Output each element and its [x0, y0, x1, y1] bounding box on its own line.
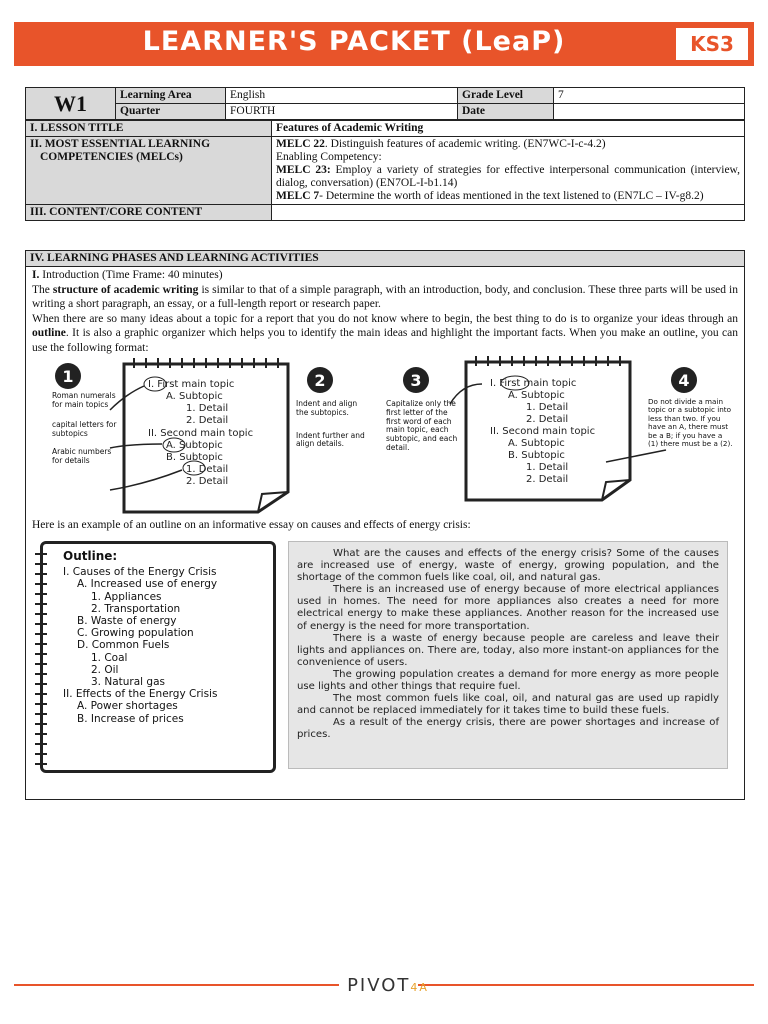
note-indent-further: Indent further and align details. [296, 430, 365, 449]
right-pad-line-3: 1. Detail [526, 402, 569, 413]
step-4-number: 4 [678, 371, 690, 390]
enabling-label: Enabling Competency: [276, 151, 382, 163]
step-2-number: 2 [314, 371, 326, 390]
right-pad-line-5: II. Second main topic [490, 426, 596, 437]
outline-line: B. Waste of energy [77, 615, 177, 628]
intro-text: Introduction (Time Frame: 40 minutes) [39, 269, 223, 281]
outline-line: A. Power shortages [77, 700, 178, 713]
pivot-logo [0, 975, 768, 996]
date-label: Date [458, 104, 554, 120]
left-pad-line-7: B. Subtopic [166, 452, 223, 463]
example-intro: Here is an example of an outline on an informative essay on causes and effects of energy crisis: [32, 519, 471, 531]
essay-box [288, 541, 728, 769]
outline-line: D. Common Fuels [77, 639, 170, 652]
left-pad-line-9: 2. Detail [186, 476, 229, 487]
outline-line: 2. Oil [91, 663, 119, 676]
note-indent: Indent and align the subtopics. [296, 400, 358, 417]
p1-text-b: is similar to that of a simple paragraph, with an introduction, body, and conclusion. These three parts will be used in writing a short paragraph, an essay, or a full-length report or research paper. [32, 283, 738, 310]
quarter-label: Quarter [116, 104, 226, 120]
outline-format-diagram [26, 354, 744, 514]
melc23-text: Employ a variety of strategies for effective interpersonal communication (interview, dialog, conversation) (EN7OL-I-b1.14) [276, 164, 740, 189]
outline-line: I. Causes of the Energy Crisis [63, 566, 217, 579]
lesson-title-label: I. LESSON TITLE [26, 121, 272, 137]
outline-notebook [40, 541, 276, 773]
essay-paragraph: What are the causes and effects of the energy crisis? Some of the causes are increased use of energy, waste of energy, growing population, and the shortage of the common fuels like coal, oil, and natural gas. [297, 548, 719, 584]
note-capital: capital letters for subtopics [52, 420, 117, 438]
melc7-code: MELC 7 [276, 190, 320, 202]
left-pad-line-1: I. First main topic [148, 379, 235, 390]
left-pad-line-2: A. Subtopic [166, 391, 223, 402]
grade-level-label: Grade Level [458, 88, 554, 104]
outline-line: B. Increase of prices [77, 712, 184, 725]
lesson-title: Features of Academic Writing [272, 121, 745, 137]
melc-list [272, 137, 745, 205]
right-pad-line-4: 2. Detail [526, 414, 569, 425]
melc7-text: - Determine the worth of ideas mentioned in the text listened to (EN7LC – IV-g8.2) [319, 190, 704, 202]
note-divide: Do not divide a main topic or a subtopic into less than two. If you have an A, there must be a B; if you have a (1) there must be a (2). [648, 398, 733, 449]
header-table [25, 87, 745, 120]
step-1-notes [52, 392, 122, 512]
paragraph-2 [26, 312, 744, 356]
learning-phases-section [25, 250, 745, 800]
outline-line: 3. Natural gas [91, 676, 165, 689]
melc22-code: MELC 22 [276, 138, 325, 150]
content-value [272, 205, 745, 221]
pivot-text: PIVOT [339, 975, 418, 996]
right-pad-line-2: A. Subtopic [508, 390, 565, 401]
left-pad-line-8: 1. Detail [186, 464, 229, 475]
left-pad-line-4: 2. Detail [186, 415, 229, 426]
week-label: W1 [26, 88, 116, 120]
step-2-badge [307, 367, 333, 393]
quarter-value: FOURTH [226, 104, 458, 120]
grade-level-value: 7 [554, 88, 745, 104]
outline-line: 1. Appliances [91, 590, 162, 603]
step-1-number: 1 [62, 367, 74, 386]
step-4-notes [648, 398, 734, 508]
intro-line [26, 267, 744, 283]
step-3-number: 3 [410, 371, 422, 390]
melc22-text: . Distinguish features of academic writing. (EN7WC-I-c-4.2) [324, 138, 606, 150]
left-notepad [110, 358, 288, 512]
p2-text-a: When there are so many ideas about a topic for a report that you do not know where to begin, the best thing to do is to organize your ideas through an [32, 312, 738, 325]
intro-number: I. [32, 269, 40, 281]
left-pad-line-6: A. Subtopic [166, 440, 223, 451]
right-notepad [450, 356, 666, 500]
note-arabic: Arabic numbers for details [52, 447, 112, 465]
right-pad-line-9: 2. Detail [526, 474, 569, 485]
outline-line: 1. Coal [91, 651, 128, 664]
banner-title: LEARNER'S PACKET (LeaP) [142, 26, 566, 57]
note-roman: Roman numerals for main topics [52, 392, 116, 409]
left-pad-line-3: 1. Detail [186, 403, 229, 414]
right-pad-line-7: B. Subtopic [508, 450, 565, 461]
left-pad-line-5: II. Second main topic [148, 428, 254, 439]
p1-text-a: The [32, 283, 53, 296]
right-pad-line-6: A. Subtopic [508, 438, 565, 449]
step-3-notes [386, 400, 462, 510]
step-1-badge [55, 363, 81, 389]
outline-line: II. Effects of the Energy Crisis [63, 688, 218, 701]
step-3-badge [403, 367, 429, 393]
lesson-table [25, 120, 745, 221]
melc23-code: MELC 23: [276, 164, 331, 176]
paragraph-1 [26, 283, 744, 312]
step-4-badge [671, 367, 697, 393]
right-pad-line-8: 1. Detail [526, 462, 569, 473]
essay-paragraph: The growing population creates a demand for more energy as more people use lights and other things that require fuel. [297, 668, 719, 693]
essay-paragraph: The most common fuels like coal, oil, and natural gas are used up rapidly and cannot be replaced immediately for it takes time to build these fuels. [297, 693, 719, 717]
learning-area-label: Learning Area [116, 88, 226, 104]
leap-banner [14, 22, 754, 66]
p2-bold: outline [32, 327, 66, 339]
p2-text-b: . It is also a graphic organizer which helps you to identify the main ideas and highlight the important facts. When you make an outline, you can use the following format: [32, 327, 738, 354]
pivot-suffix: 4A [410, 981, 429, 994]
phases-heading: IV. LEARNING PHASES AND LEARNING ACTIVITIES [26, 251, 744, 267]
learning-area-value: English [226, 88, 458, 104]
right-pad-line-1: I. First main topic [490, 378, 577, 389]
outline-line: A. Increased use of energy [77, 578, 218, 591]
essay-paragraph: As a result of the energy crisis, there are power shortages and increase of prices. [297, 717, 719, 741]
essay-paragraph: There is an increased use of energy because of more electrical appliances used in homes. The need for more appliances also creates a need for more electrical energy to make these appliances. Another reason for the increased use of energy is the need for more transportation. [297, 584, 719, 632]
outline-title: Outline: [63, 549, 118, 563]
outline-line: C. Growing population [77, 627, 194, 640]
essay-paragraph: There is a waste of energy because people are careless and leave their lights and appliances on. There are, today, also more instant-on appliances for the convenience of users. [297, 632, 719, 668]
note-capitalize: Capitalize only the first letter of the first word of each main topic, each subtopic, and each detail. [386, 400, 458, 452]
ks3-badge: KS3 [676, 28, 748, 60]
date-value [554, 104, 745, 120]
outline-line: 2. Transportation [91, 602, 181, 615]
step-2-notes [296, 400, 366, 510]
p1-bold: structure of academic writing [52, 283, 199, 296]
melc-label: II. MOST ESSENTIAL LEARNING COMPETENCIES (MELCs) [26, 137, 272, 205]
content-label: III. CONTENT/CORE CONTENT [26, 205, 272, 221]
notebook-spiral [33, 546, 49, 772]
